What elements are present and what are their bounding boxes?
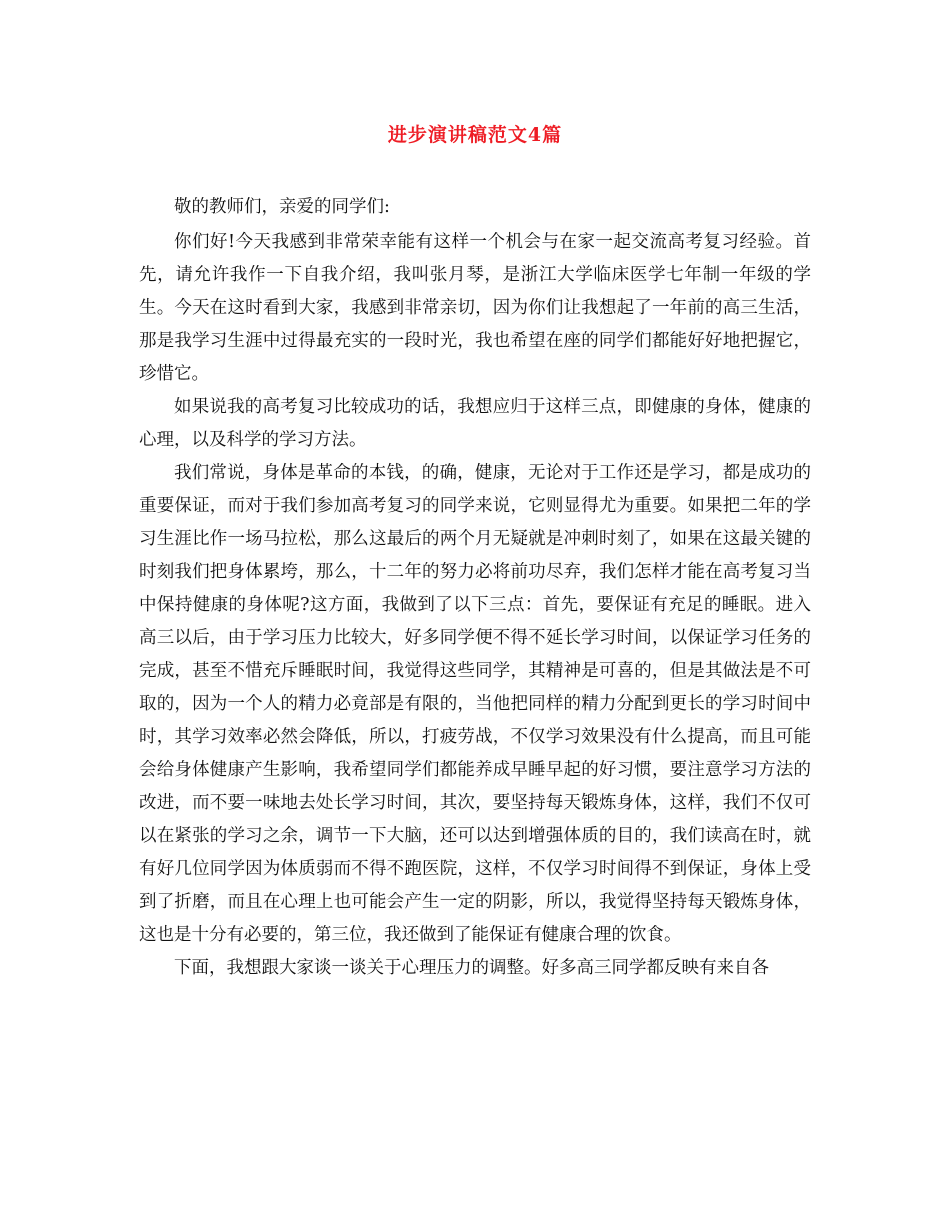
paragraph-greeting: 你们好!今天我感到非常荣幸能有这样一个机会与在家一起交流高考复习经验。首先，请允许我作一下自我介绍，我叫张月琴，是浙江大学临床医学七年制一年级的学生。今天在这时看到大家，我感到非常亲切，因为你们让我想起了一年前的高三生活，那是我学习生涯中过得最充实的一段时光，我也希望在座的同学们都能好好地把握它，珍惜它。: [139, 232, 811, 384]
document-body: [139, 191, 811, 985]
paragraph-health: 我们常说，身体是革命的本钱，的确，健康，无论对于工作还是学习，都是成功的重要保证，而对于我们参加高考复习的同学来说，它则显得尤为重要。如果把二年的学习生涯比作一场马拉松，那么这最后的两个月无疑就是冲刺时刻了，如果在这最关键的时刻我们把身体累垮，那么，十二年的努力必将前功尽弃，我们怎样才能在高考复习当中保持健康的身体呢?这方面，我做到了以下三点：首先，要保证有充足的睡眠。进入高三以后，由于学习压力比较大，好多同学便不得不延长学习时间，以保证学习任务的完成，甚至不惜充斥睡眠时间，我觉得这些同学，其精神是可喜的，但是其做法是不可取的，因为一个人的精力必竟部是有限的，当他把同样的精力分配到更长的学习时间中时，其学习效率必然会降低，所以，打疲劳战，不仅学习效果没有什么提高，而且可能会给身体健康产生影响，我希望同学们都能养成早睡早起的好习惯，要注意学习方法的改进，而不要一味地去处长学习时间，其次，要坚持每天锻炼身体，这样，我们不仅可以在紧张的学习之余，调节一下大脑，还可以达到增强体质的目的，我们读高在时，就有好几位同学因为体质弱而不得不跑医院，这样，不仅学习时间得不到保证，身体上受到了折磨，而且在心理上也可能会产生一定的阴影，所以，我觉得坚持每天锻炼身体，这也是十分有必要的，第三位，我还做到了能保证有健康合理的饮食。: [139, 463, 811, 945]
salutation: 敬的教师们，亲爱的同学们:: [174, 197, 390, 217]
document-title: 进步演讲稿范文4篇: [387, 124, 563, 146]
paragraph-psychology: 下面，我想跟大家谈一谈关于心理压力的调整。好多高三同学都反映有来自各: [174, 958, 769, 978]
paragraph-three-points: 如果说我的高考复习比较成功的话，我想应归于这样三点，即健康的身体，健康的心理，以及科学的学习方法。: [139, 397, 811, 450]
